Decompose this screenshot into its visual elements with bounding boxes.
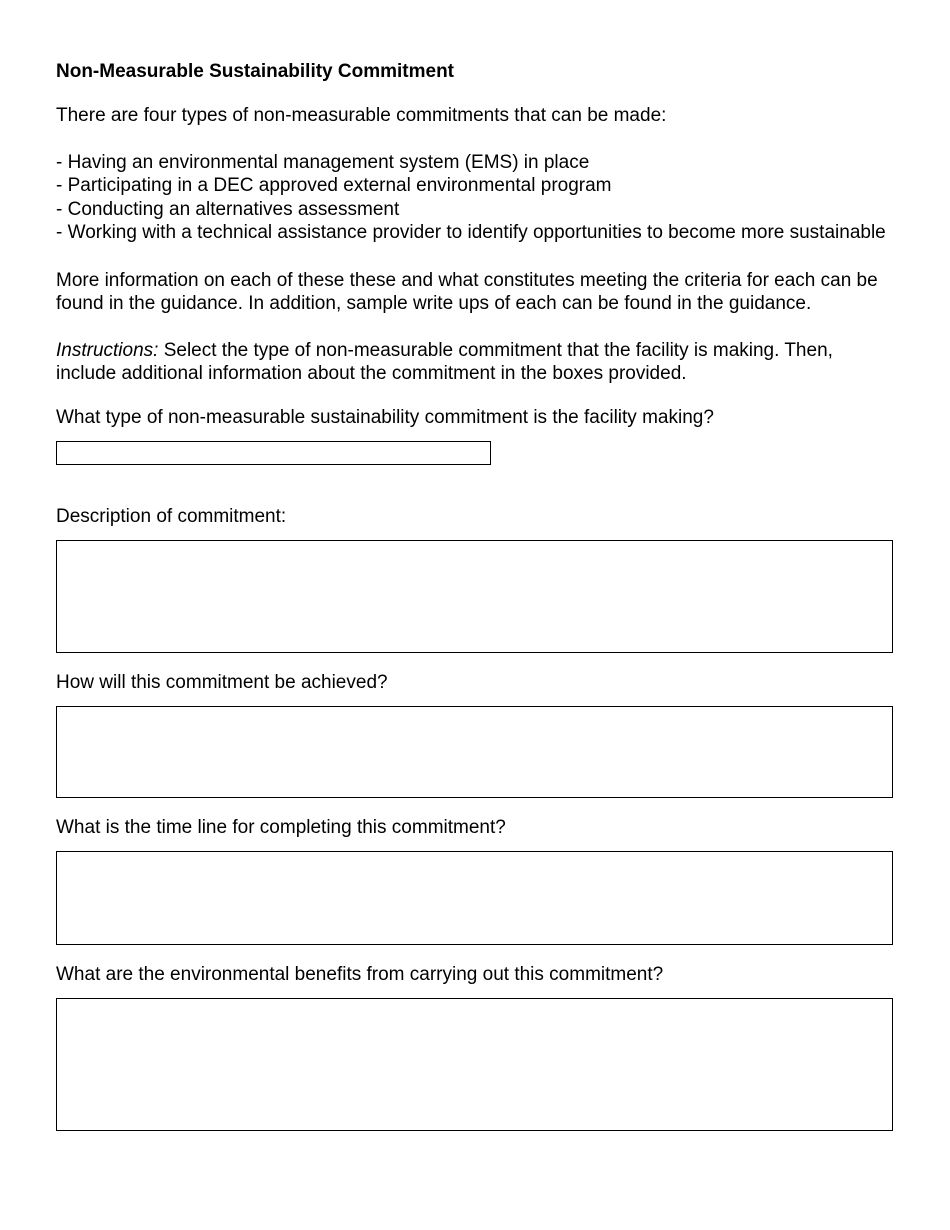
instructions-text [56,339,896,386]
achieved-label: How will this commitment be achieved? [56,672,388,693]
list-item: - Participating in a DEC approved external environmental program [56,175,612,196]
description-field[interactable] [56,540,893,653]
list-item: - Having an environmental management system (EMS) in place [56,151,590,173]
commitment-type-field[interactable] [56,441,491,465]
commitment-types-list [56,151,896,245]
timeline-field[interactable] [56,851,893,945]
page-title: Non-Measurable Sustainability Commitment [56,61,455,82]
more-info-text: More information on each of these these and what constitutes meeting the criteria for each can be found in the guidance. In addition, sample write ups of each can be found in the guidance. [56,269,878,314]
timeline-label: What is the time line for completing this commitment? [56,817,506,838]
form-page [56,60,896,465]
list-item: - Working with a technical assistance provider to identify opportunities to become more sustainable [56,222,886,243]
achieved-field[interactable] [56,706,893,798]
instructions-body: Select the type of non-measurable commitment that the facility is making. Then, include additional information about the commitment in the boxes provided. [56,339,833,384]
benefits-field[interactable] [56,998,893,1131]
commitment-type-question: What type of non-measurable sustainability commitment is the facility making? [56,406,714,428]
list-item: - Conducting an alternatives assessment [56,198,400,220]
benefits-label: What are the environmental benefits from carrying out this commitment? [56,964,664,985]
intro-text: There are four types of non-measurable commitments that can be made: [56,105,667,126]
instructions-label: Instructions: [56,339,159,361]
description-label: Description of commitment: [56,506,287,527]
